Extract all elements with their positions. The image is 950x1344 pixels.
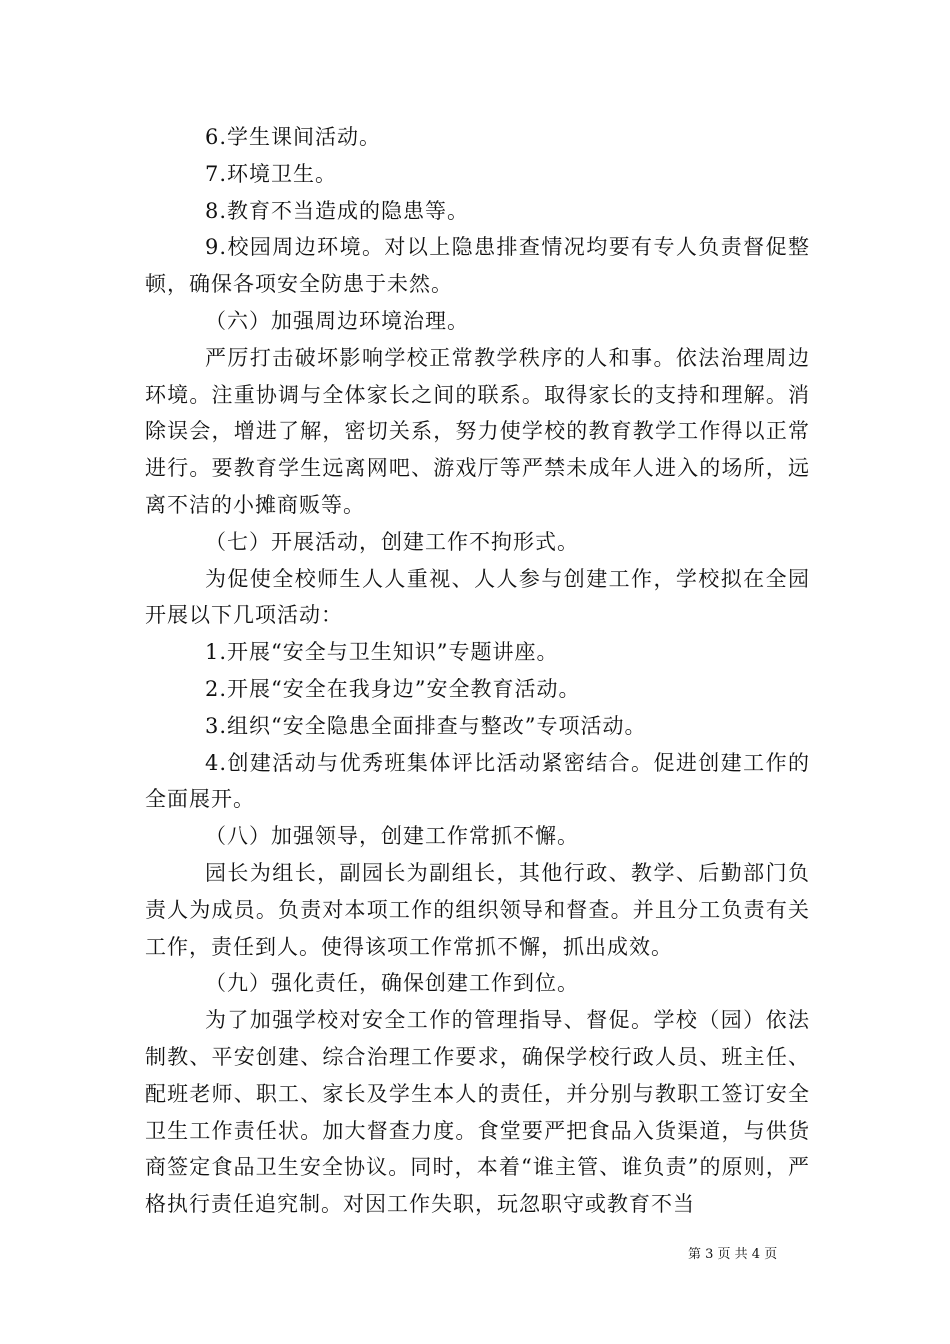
body-paragraph: 严厉打击破坏影响学校正常教学秩序的人和事。依法治理周边环境。注重协调与全体家长之间的联系。取得家长的支持和理解。消除误会，增进了解，密切关系，努力使学校的教育教学工作得以正常进行。要教育学生远离网吧、游戏厅等严禁未成年人进入的场所，远离不洁的小摊商贩等。 (145, 345, 810, 517)
body-paragraph: 为了加强学校对安全工作的管理指导、督促。学校（园）依法制教、平安创建、综合治理工作要求，确保学校行政人员、班主任、配班老师、职工、家长及学生本人的责任，并分别与教职工签订安全卫生工作责任状。加大督查力度。食堂要严把食品入货渠道，与供货商签定食品卫生安全协议。同时，本着“谁主管、谁负责”的原则，严格执行责任追究制。对因工作失职，玩忽职守或教育不当 (145, 1008, 810, 1217)
section-heading: （九）强化责任，确保创建工作到位。 (205, 971, 579, 996)
body-paragraph: 为促使全校师生人人重视、人人参与创建工作，学校拟在全园开展以下几项活动： (145, 566, 810, 628)
section-heading: （七）开展活动，创建工作不拘形式。 (205, 529, 579, 554)
list-item: 7.环境卫生。 (205, 161, 338, 186)
list-item: 8.教育不当造成的隐患等。 (205, 198, 470, 223)
list-item: 4.创建活动与优秀班集体评比活动紧密结合。促进创建工作的全面展开。 (145, 750, 810, 812)
list-item: 3.组织“安全隐患全面排查与整改”专项活动。 (205, 713, 647, 738)
body-paragraph: 园长为组长，副园长为副组长，其他行政、教学、后勤部门负责人为成员。负责对本项工作的组织领导和督查。并且分工负责有关工作，责任到人。使得该项工作常抓不懈，抓出成效。 (145, 860, 810, 959)
list-item: 1.开展“安全与卫生知识”专题讲座。 (205, 640, 559, 665)
document-body (145, 119, 810, 1223)
list-item: 6.学生课间活动。 (205, 125, 382, 149)
page-number-footer: 第 3 页 共 4 页 (688, 1247, 778, 1262)
section-heading: （八）加强领导，创建工作常抓不懈。 (205, 824, 579, 849)
list-item: 9.校园周边环境。对以上隐患排查情况均要有专人负责督促整顿，确保各项安全防患于未然。 (145, 235, 810, 297)
list-item: 2.开展“安全在我身边”安全教育活动。 (205, 676, 581, 701)
section-heading: （六）加强周边环境治理。 (205, 308, 469, 333)
